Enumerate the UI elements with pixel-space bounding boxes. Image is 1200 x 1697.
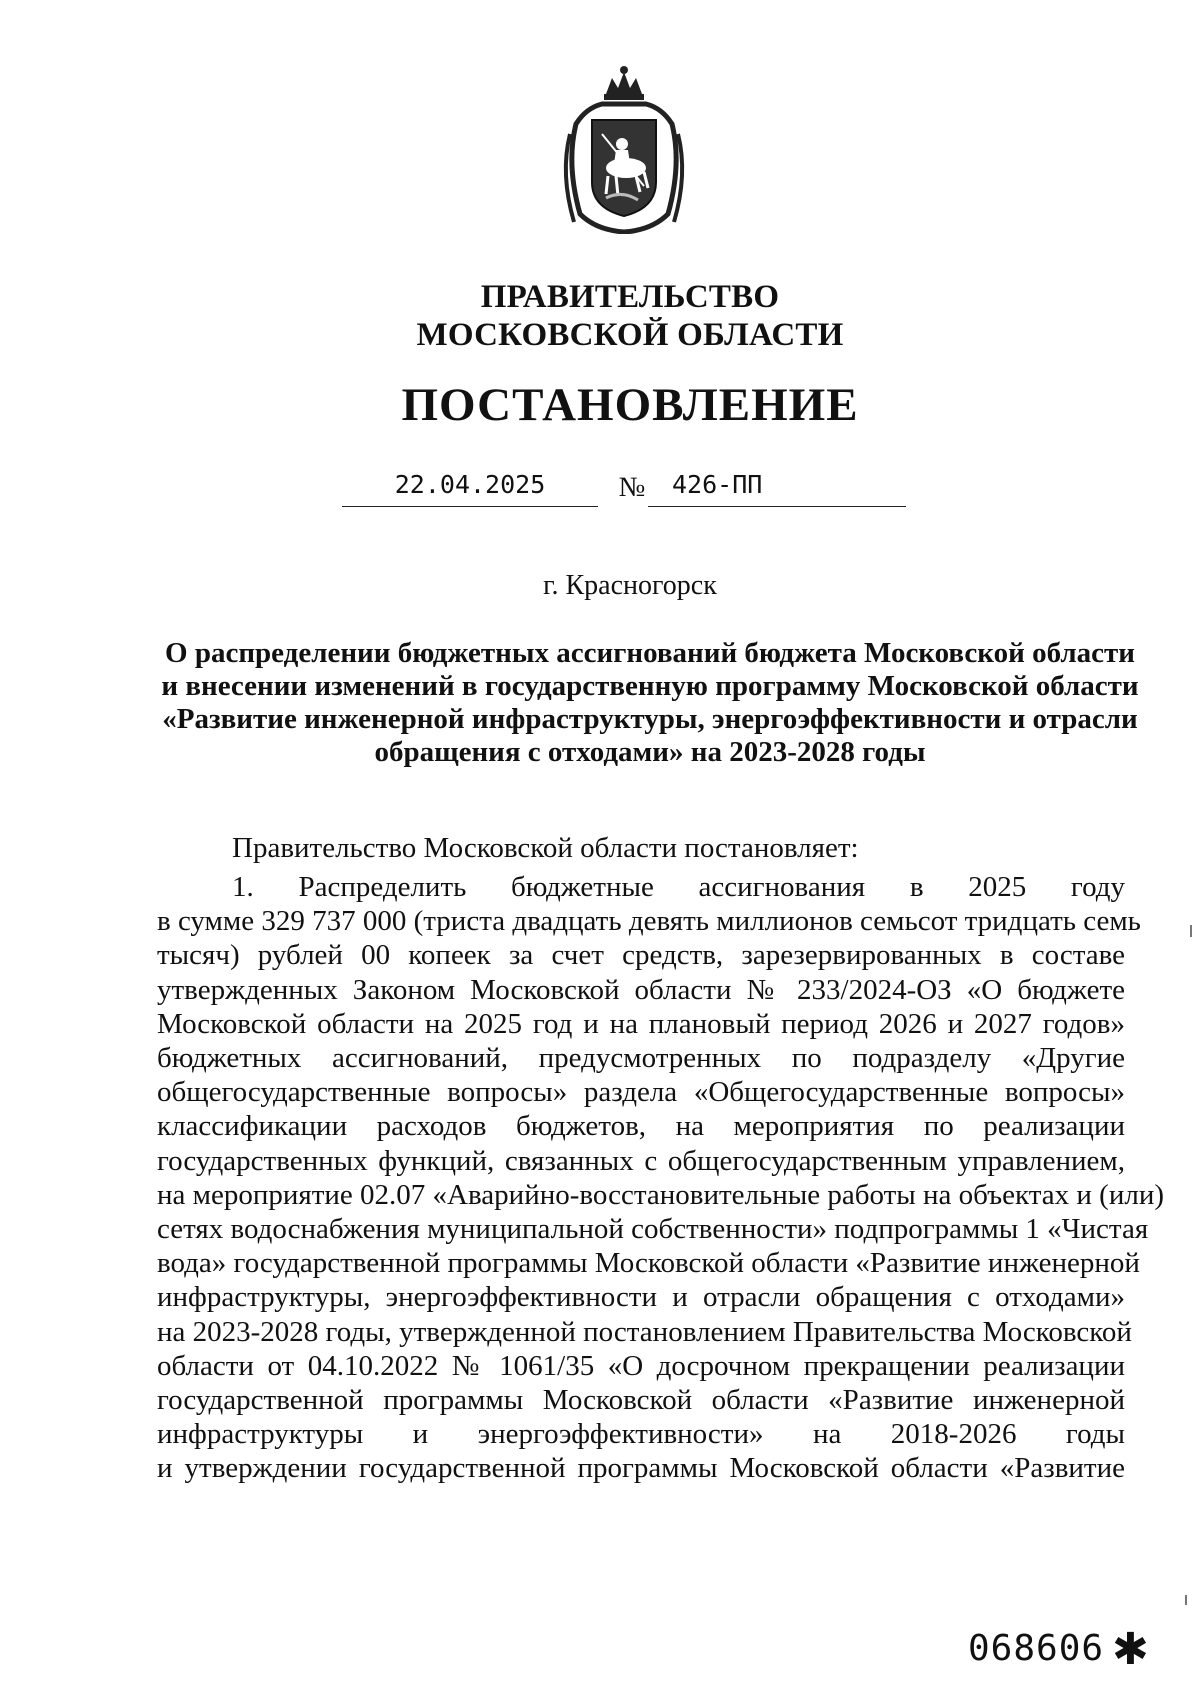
body-line: инфраструктуры и энергоэффективности» на 2018-2026 годы xyxy=(157,1418,1125,1451)
document-type-title: ПОСТАНОВЛЕНИЕ xyxy=(401,379,859,431)
body-line: государственной программы Московской области «Развитие инженерной xyxy=(157,1384,1125,1417)
resolution-heading xyxy=(150,637,1150,769)
body-line: вода» государственной программы Московской области «Развитие инженерной xyxy=(157,1247,1140,1280)
body-line: утвержденных Законом Московской области № 233/2024-ОЗ «О бюджете xyxy=(157,973,1125,1006)
document-number: 426-ПП xyxy=(672,470,763,499)
body-line: на 2023-2028 годы, утвержденной постановлением Правительства Московской xyxy=(157,1315,1132,1348)
date-field: 22.04.2025 xyxy=(342,470,598,507)
government-title-line-2: МОСКОВСКОЙ ОБЛАСТИ xyxy=(416,317,844,353)
body-line: общегосударственные вопросы» раздела «Общегосударственные вопросы» xyxy=(157,1076,1125,1109)
body-line: государственных функций, связанных с общегосударственным управлением, xyxy=(157,1144,1125,1177)
heading-line: обращения с отходами» на 2023-2028 годы xyxy=(374,736,926,768)
body-line: тысяч) рублей 00 копеек за счет средств, зарезервированных в составе xyxy=(157,939,1125,972)
moscow-oblast-coat-of-arms-icon xyxy=(556,64,692,234)
body-line: бюджетных ассигнований, предусмотренных по подразделу «Другие xyxy=(157,1042,1125,1075)
number-sign: № xyxy=(618,472,646,503)
body-paragraph xyxy=(157,870,1164,1486)
body-line: и утверждении государственной программы Московской области «Развитие xyxy=(157,1452,1125,1485)
government-title xyxy=(0,278,1200,354)
body-line: инфраструктуры, энергоэффективности и отрасли обращения с отходами» xyxy=(157,1281,1125,1314)
body-line: Московской области на 2025 год и на плановый период 2026 и 2027 годов» xyxy=(157,1007,1125,1040)
body-line: классификации расходов бюджетов, на мероприятия по реализации xyxy=(157,1110,1125,1143)
body-line: в сумме 329 737 000 (триста двадцать девять миллионов семьсот тридцать семь xyxy=(157,905,1141,938)
asterisk-icon: ✱ xyxy=(1112,1624,1149,1675)
city-label: г. Красногорск xyxy=(543,570,717,601)
heading-line: О распределении бюджетных ассигнований бюджета Московской области xyxy=(165,637,1135,669)
intro-paragraph: Правительство Московской области постановляет: xyxy=(232,832,859,864)
number-field xyxy=(648,470,906,507)
government-title-line-1: ПРАВИТЕЛЬСТВО xyxy=(480,279,780,315)
serial-number: 068606 xyxy=(968,1628,1105,1669)
body-line: 1. Распределить бюджетные ассигнования в 2025 году xyxy=(232,871,1125,903)
body-line: на мероприятие 02.07 «Аварийно-восстановительные работы на объектах и (или) xyxy=(157,1178,1164,1211)
heading-line: и внесении изменений в государственную программу Московской области xyxy=(161,670,1139,702)
heading-line: «Развитие инженерной инфраструктуры, энергоэффективности и отрасли xyxy=(162,703,1138,735)
scan-artifact xyxy=(1190,925,1192,937)
scan-artifact xyxy=(1185,1595,1187,1605)
body-line: сетях водоснабжения муниципальной собственности» подпрограммы 1 «Чистая xyxy=(157,1213,1149,1246)
body-line: области от 04.10.2022 № 1061/35 «О досрочном прекращении реализации xyxy=(157,1349,1125,1382)
